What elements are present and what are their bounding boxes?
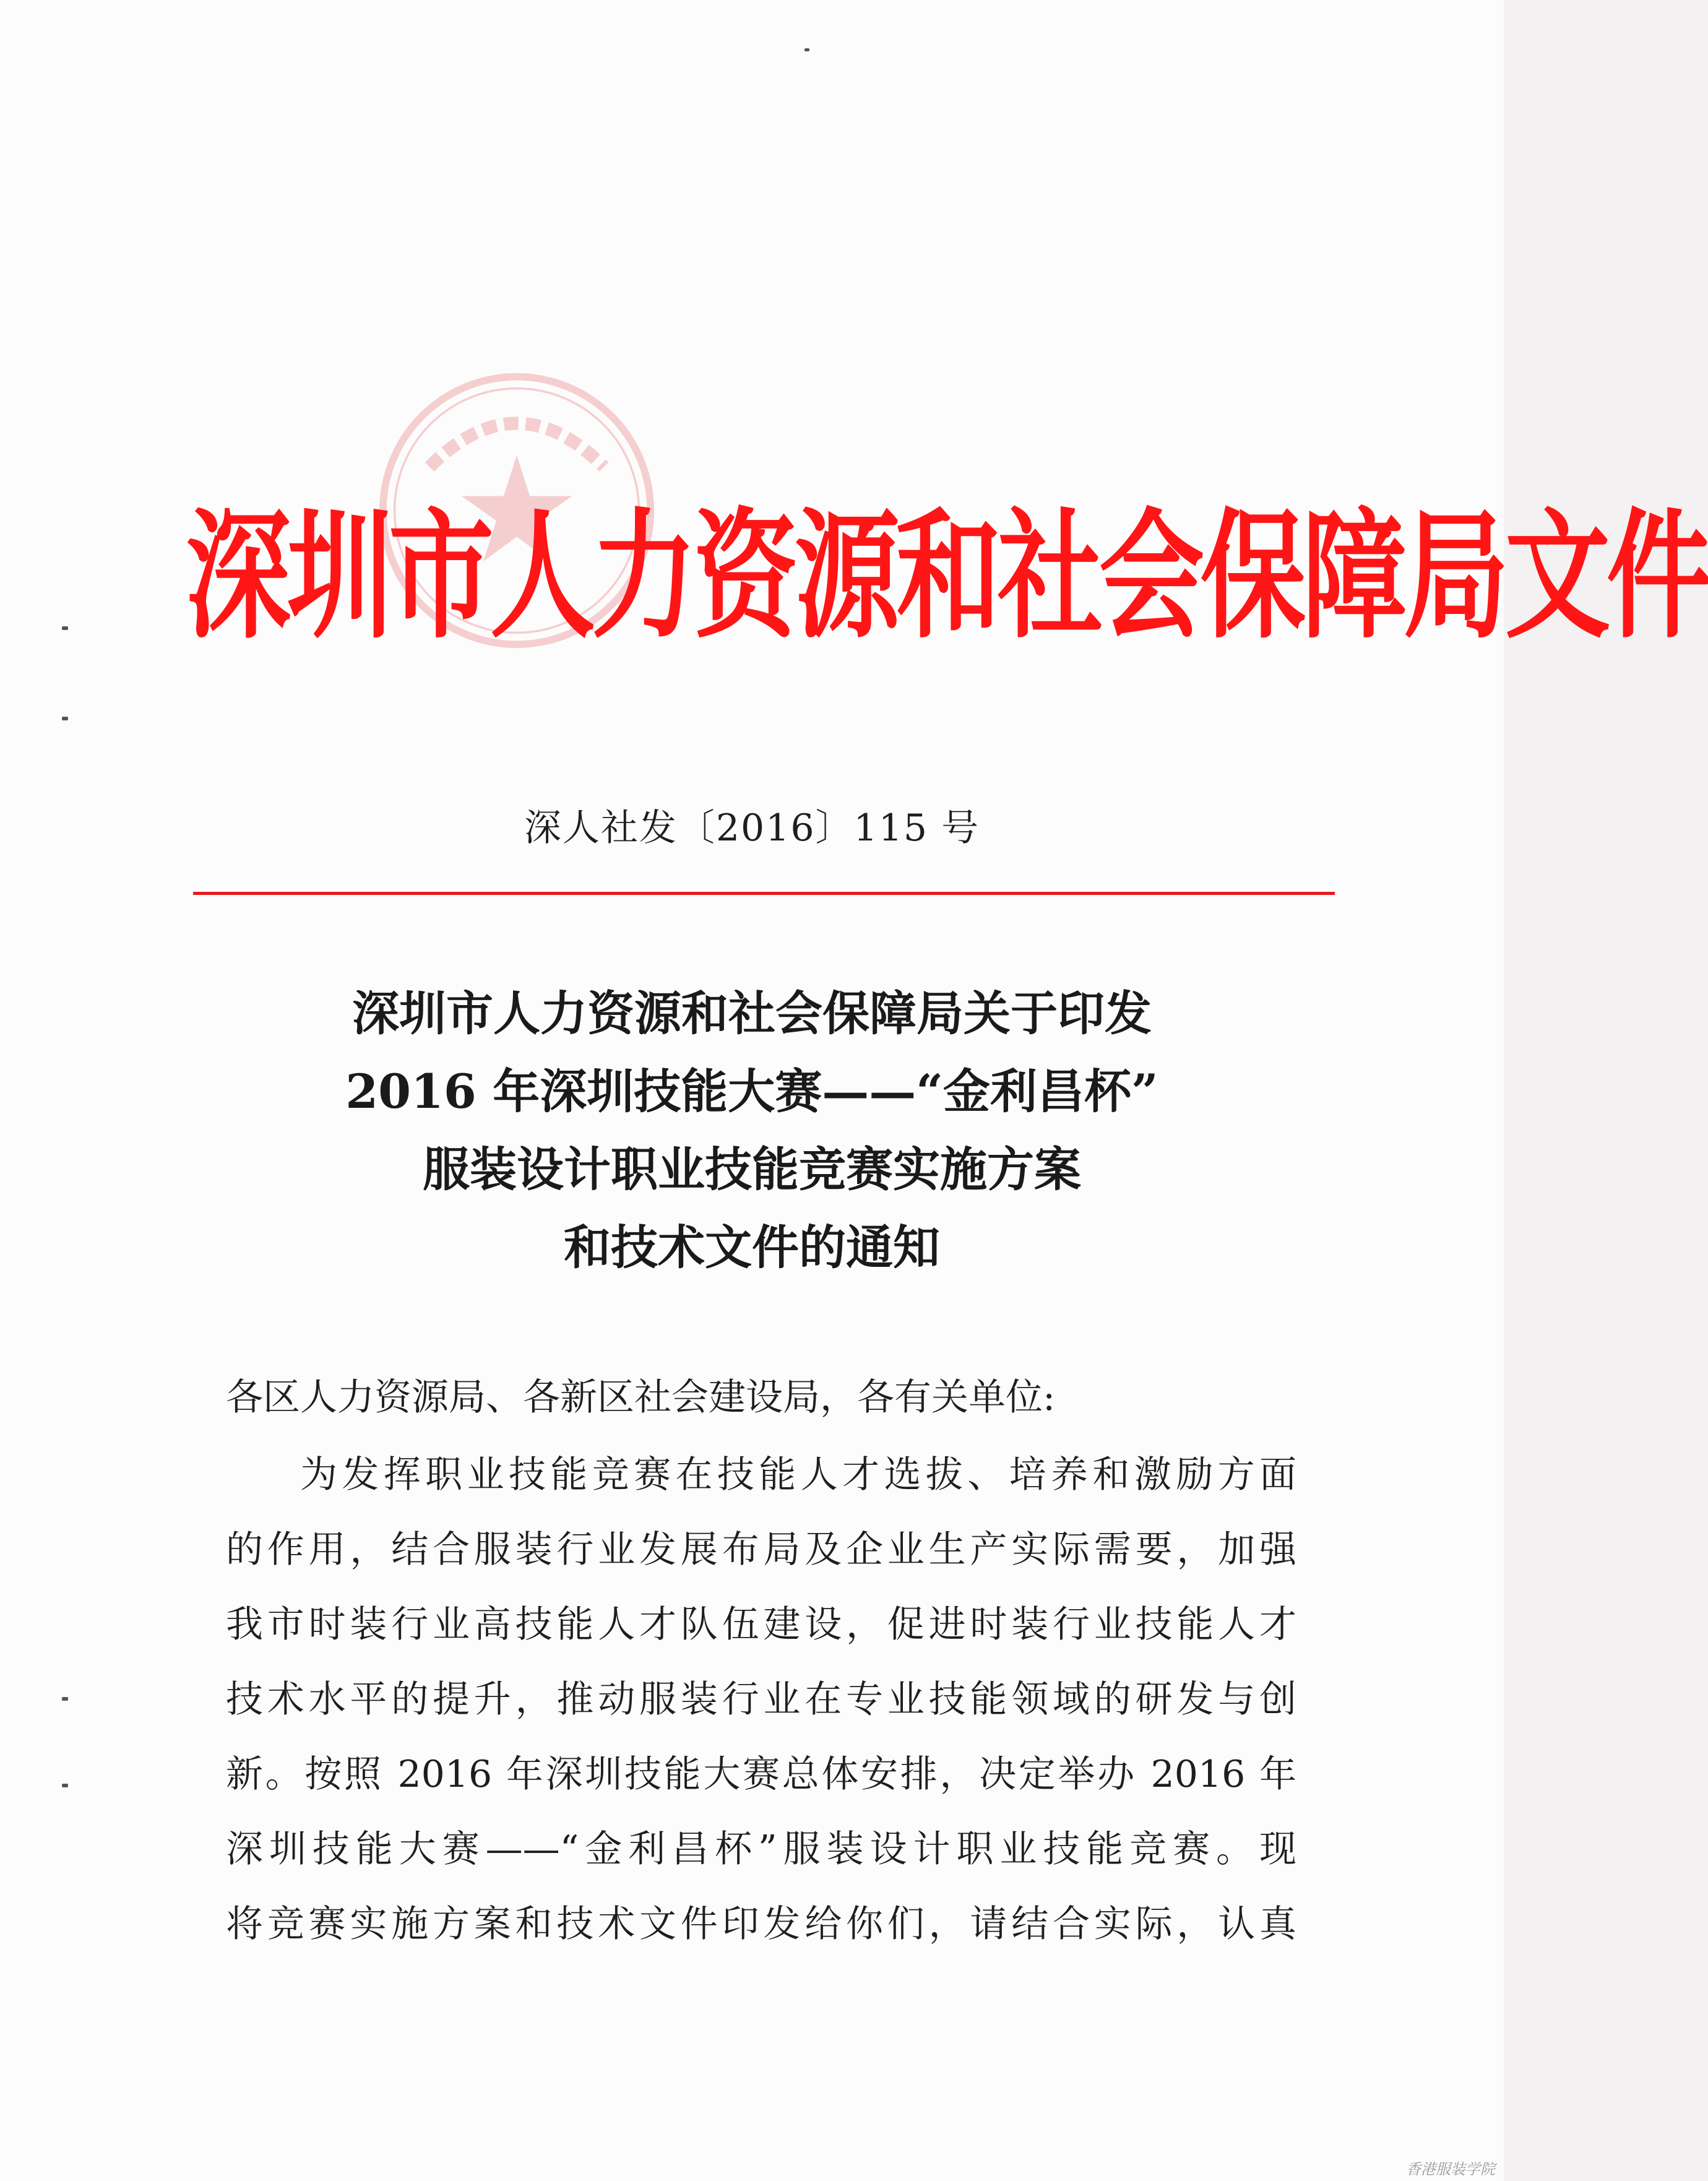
body-paragraph [226, 1438, 1296, 1962]
scan-mark [62, 717, 68, 720]
scan-mark [62, 1784, 68, 1787]
body-line: 的作用，结合服装行业发展布局及企业生产实际需要，加强 [226, 1528, 1296, 1571]
body-line: 新。按照 2016 年深圳技能大赛总体安排，决定举办 2016 年 [226, 1753, 1296, 1796]
title-line: 服装设计职业技能竞赛实施方案 [423, 1142, 1081, 1197]
body-line: 深圳技能大赛——“金利昌杯”服装设计职业技能竞赛。现 [226, 1828, 1296, 1871]
document-number: 深人社发〔2016〕115 号 [524, 806, 980, 850]
title-line: 和技术文件的通知 [564, 1220, 940, 1275]
document-title [0, 975, 1504, 1287]
salutation: 各区人力资源局、各新区社会建设局，各有关单位: [226, 1376, 1056, 1419]
watermark: 香港服装学院 [1406, 2161, 1495, 2178]
scan-mark [62, 1697, 68, 1701]
title-line: 深圳市人力资源和社会保障局关于印发 [352, 986, 1152, 1041]
body-line: 将竞赛实施方案和技术文件印发给你们，请结合实际，认真 [226, 1902, 1296, 1946]
body-line: 我市时装行业高技能人才队伍建设，促进时装行业技能人才 [226, 1603, 1296, 1646]
scan-mark [62, 626, 68, 630]
body-line: 为发挥职业技能竞赛在技能人才选拔、培养和激励方面 [300, 1453, 1296, 1496]
scan-mark [804, 48, 809, 51]
letterhead-title: 深圳市人力资源和社会保障局文件 [186, 496, 1708, 658]
body-line: 技术水平的提升，推动服装行业在专业技能领域的研发与创 [226, 1678, 1296, 1721]
title-line: 2016 年深圳技能大赛——“金利昌杯” [345, 1064, 1158, 1119]
red-divider [193, 892, 1335, 895]
